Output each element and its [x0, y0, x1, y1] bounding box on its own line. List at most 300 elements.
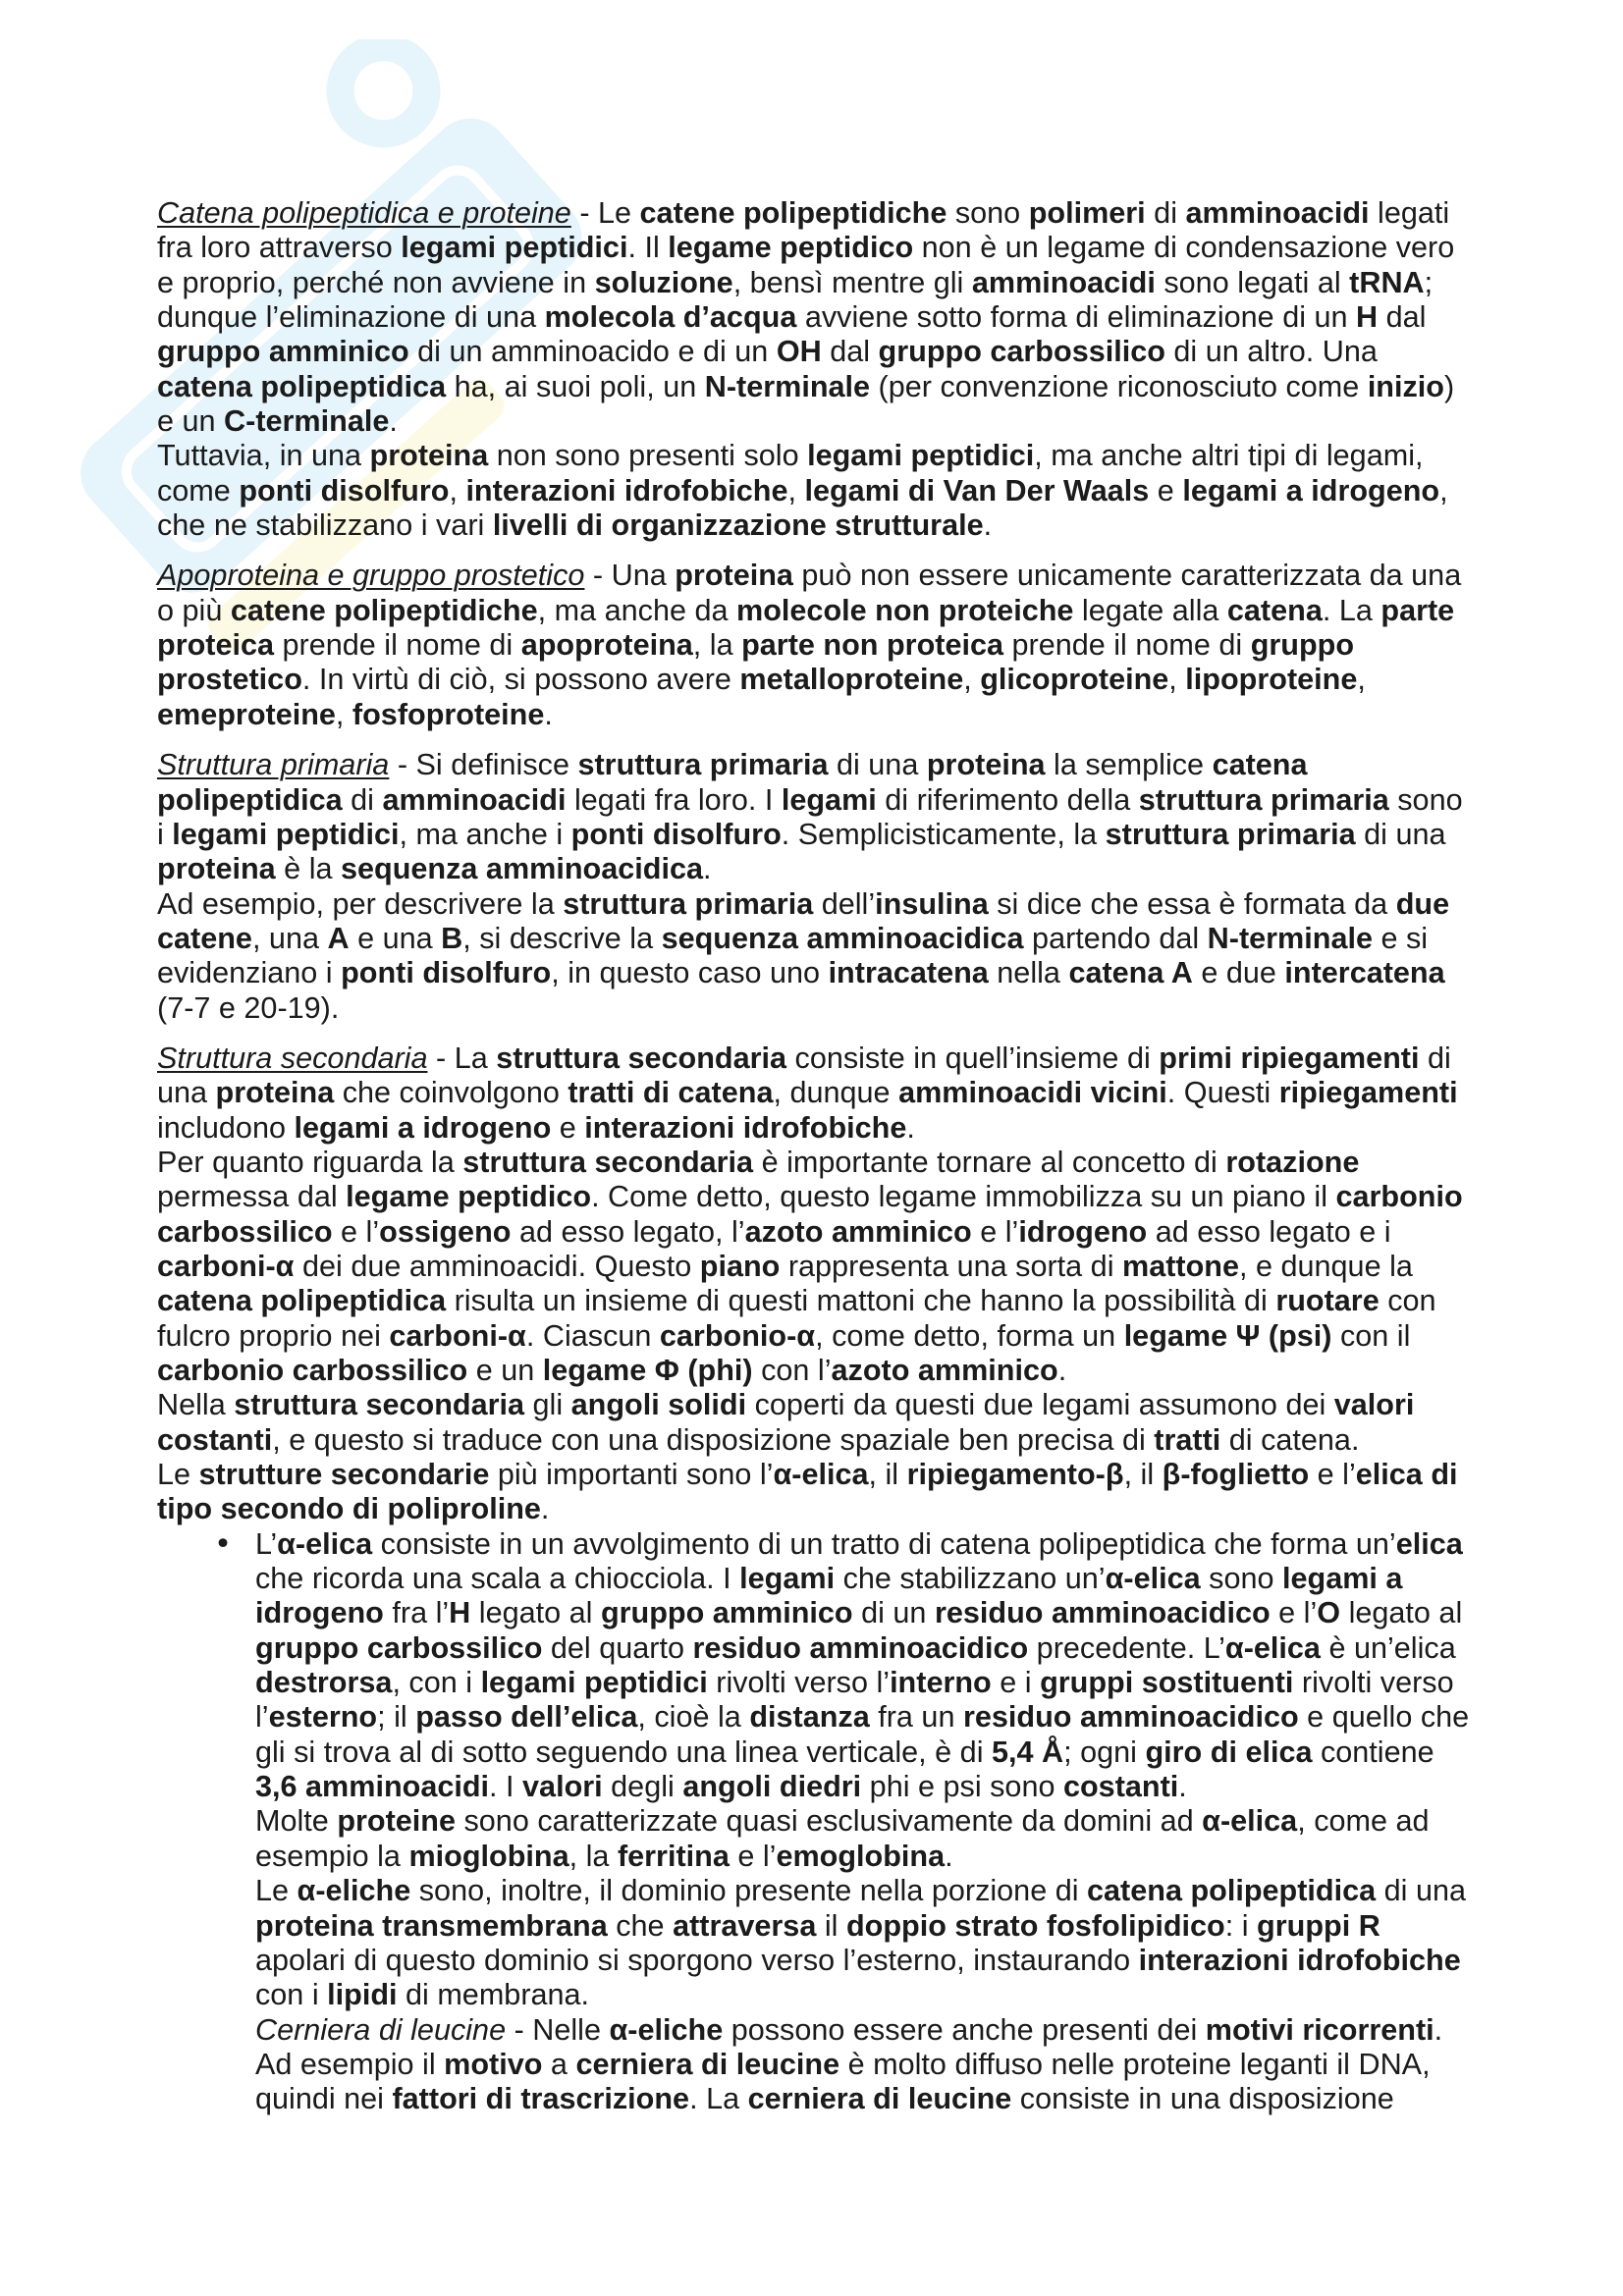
text-run: - Una	[584, 559, 676, 593]
bold-term: mioglobina	[408, 1839, 569, 1873]
bold-term: cerniera di leucine	[747, 2082, 1012, 2116]
text-run: .	[702, 852, 712, 886]
text-run: fulcro proprio nei	[157, 1318, 390, 1353]
text-run: legati fra loro. I	[566, 782, 782, 817]
bold-term: carboni-α	[157, 1249, 295, 1283]
text-line	[255, 1735, 1512, 1770]
text-run: Ad esempio il	[255, 2047, 445, 2081]
text-run: evidenziano i	[157, 956, 342, 990]
text-run: e si	[1372, 921, 1429, 955]
bold-term: piano	[699, 1249, 781, 1283]
text-line	[255, 1596, 1512, 1630]
bold-term: B	[441, 921, 463, 955]
text-run: è molto diffuso nelle proteine leganti il DNA,	[839, 2047, 1431, 2081]
text-line	[157, 1284, 1512, 1318]
text-line	[157, 1041, 1512, 1076]
bold-term: proteina	[926, 748, 1046, 782]
text-run: e l’	[971, 1214, 1019, 1249]
text-run: , la	[568, 1839, 618, 1873]
bold-term: legami	[739, 1562, 836, 1596]
text-run: contiene	[1312, 1735, 1434, 1769]
text-run: può non essere unicamente caratterizzata da una	[792, 559, 1462, 593]
bold-term: catene	[157, 921, 252, 955]
bold-term: legame Ψ (psi)	[1123, 1318, 1332, 1353]
text-run: fra loro attraverso	[157, 231, 402, 265]
bold-term: motivi ricorrenti	[1205, 2012, 1434, 2047]
text-run: e una	[349, 921, 442, 955]
text-run: e proprio, perché non avviene in	[157, 265, 595, 299]
bold-term: catena	[1212, 748, 1308, 782]
bold-term: azoto amminico	[831, 1354, 1058, 1387]
text-run: ,	[963, 663, 981, 697]
bold-term: azoto amminico	[744, 1214, 972, 1249]
bold-term: residuo amminoacidico	[962, 1700, 1299, 1735]
text-run: , la	[692, 628, 742, 663]
bold-term: OH	[776, 335, 822, 369]
text-run: sono	[1388, 782, 1463, 817]
bold-term: idrogeno	[1018, 1214, 1148, 1249]
bold-term: α-elica	[1202, 1804, 1298, 1839]
text-run: di riferimento della	[876, 782, 1139, 817]
bold-term: catena polipeptidica	[1087, 1874, 1377, 1908]
bold-term: fattori di trascrizione	[392, 2082, 690, 2116]
text-run: - Le	[570, 196, 640, 230]
text-run: precedente. L’	[1028, 1630, 1225, 1665]
text-line	[255, 1874, 1512, 1908]
bold-term: rotazione	[1225, 1145, 1360, 1179]
text-line	[255, 1909, 1512, 1944]
text-run: esempio la	[255, 1839, 409, 1873]
text-run: phi e psi sono	[861, 1770, 1063, 1804]
text-line	[255, 1770, 1512, 1804]
bold-term: parte non proteica	[741, 628, 1003, 663]
bold-term: legami a idrogeno	[294, 1110, 552, 1145]
bold-term: ruotare	[1275, 1284, 1380, 1318]
bold-term: gruppi R	[1257, 1908, 1380, 1943]
text-line	[255, 1700, 1512, 1735]
text-run: risulta un insieme di questi mattoni che hanno la possibilità di	[446, 1284, 1276, 1318]
text-line	[255, 2048, 1512, 2082]
bold-term: struttura primaria	[1138, 782, 1389, 817]
bold-term: inizio	[1367, 369, 1444, 403]
text-run: che ricorda una scala a chiocciola. I	[255, 1562, 740, 1596]
bold-term: gruppo amminico	[157, 335, 409, 369]
text-run: e	[551, 1110, 585, 1145]
bold-term: apoproteina	[520, 628, 693, 663]
text-run: che ne stabilizzano i vari	[157, 508, 493, 543]
text-run: : i	[1224, 1908, 1258, 1943]
bold-term: struttura secondaria	[462, 1145, 754, 1179]
text-run: legate alla	[1073, 593, 1227, 627]
section-heading: Catena polipeptidica e proteine	[157, 196, 571, 230]
text-line	[157, 474, 1512, 508]
bold-term: emeproteine	[157, 697, 336, 731]
bold-term: emoglobina	[776, 1839, 946, 1873]
bold-term: gruppo	[1250, 628, 1355, 663]
bold-term: legame Φ (phi)	[542, 1354, 753, 1387]
text-line	[157, 404, 1512, 439]
bold-term: proteina	[215, 1076, 335, 1110]
text-run: e un	[157, 404, 225, 439]
bold-term: valori	[1333, 1388, 1415, 1422]
text-run: avviene sotto forma di eliminazione di un	[796, 300, 1357, 335]
text-run: e	[1149, 473, 1183, 507]
text-run: è la	[275, 852, 342, 886]
bold-term: legami a	[1282, 1562, 1403, 1596]
bold-term: lipidi	[327, 1978, 398, 2012]
bold-term: residuo amminoacidico	[934, 1596, 1271, 1630]
text-line	[255, 1666, 1512, 1700]
bold-term: valori	[522, 1770, 603, 1804]
text-line	[255, 1631, 1512, 1666]
text-run: come	[157, 473, 240, 507]
text-run: dal	[1378, 300, 1427, 335]
bold-term: interazioni idrofobiche	[1138, 1943, 1461, 1977]
bold-term: ripiegamenti	[1278, 1076, 1458, 1110]
text-line	[157, 628, 1512, 663]
text-line	[255, 1840, 1512, 1874]
bold-term: motivo	[444, 2047, 543, 2081]
bold-term: polimeri	[1028, 196, 1146, 230]
bold-term: N-terminale	[1207, 921, 1373, 955]
text-line	[157, 559, 1512, 593]
bold-term: doppio strato fosfolipidico	[845, 1908, 1225, 1943]
text-run: di un	[852, 1596, 935, 1630]
text-line	[255, 1804, 1512, 1839]
text-run: Nella	[157, 1388, 235, 1422]
bold-term: sequenza amminoacidica	[341, 852, 703, 886]
bold-term: C-terminale	[224, 404, 390, 439]
section-heading: Struttura secondaria	[157, 1041, 428, 1075]
text-run: , ma anche i	[399, 817, 571, 851]
text-run: nella	[988, 956, 1069, 990]
bold-term: catena A	[1068, 956, 1193, 990]
bold-term: molecole non proteiche	[736, 593, 1074, 627]
text-line	[157, 663, 1512, 697]
text-line	[157, 1180, 1512, 1214]
bold-term: ossigeno	[379, 1214, 512, 1249]
text-run: fra un	[869, 1700, 963, 1735]
text-run: . Ciascun	[525, 1318, 660, 1353]
bold-term: proteina transmembrana	[255, 1908, 608, 1943]
text-run: o più	[157, 593, 231, 627]
bold-term: α-eliche	[297, 1874, 411, 1908]
text-line	[157, 1388, 1512, 1422]
bold-term: livelli di organizzazione strutturale	[492, 508, 984, 543]
bullet-icon: •	[214, 1526, 233, 1562]
bold-term: interazioni idrofobiche	[465, 473, 788, 507]
bold-term: struttura primaria	[563, 886, 814, 921]
bold-term: legami peptidici	[401, 231, 628, 265]
bold-term: amminoacidi vicini	[898, 1076, 1167, 1110]
text-line	[157, 887, 1512, 922]
bullet-item	[157, 1527, 1512, 2117]
text-run: ,	[1439, 473, 1448, 507]
bold-term: amminoacidi	[1185, 196, 1370, 230]
text-run: , cioè la	[637, 1700, 750, 1735]
text-run: di	[1145, 196, 1186, 230]
bold-term: α-eliche	[609, 2012, 724, 2047]
bold-term: α-elica	[1224, 1630, 1321, 1665]
text-run: Le	[157, 1458, 199, 1492]
paragraph	[157, 559, 1512, 732]
text-run: e un	[467, 1354, 543, 1387]
text-run: dal	[821, 335, 879, 369]
text-line	[157, 1319, 1512, 1354]
text-run: legato al	[470, 1596, 601, 1630]
bold-term: ferritina	[617, 1839, 730, 1873]
text-line	[255, 2082, 1512, 2116]
text-run: dei due amminoacidi. Questo	[294, 1249, 700, 1283]
bold-term: H	[449, 1596, 471, 1630]
text-run: Ad esempio, per descrivere la	[157, 886, 564, 921]
text-run: di membrana.	[397, 1978, 590, 2012]
bold-term: gruppi sostituenti	[1040, 1666, 1294, 1700]
text-line	[157, 594, 1512, 628]
text-line	[157, 922, 1512, 956]
text-run: e due	[1192, 956, 1285, 990]
text-run: ; il	[377, 1700, 416, 1735]
bold-term: elica	[1395, 1526, 1463, 1561]
text-run: più importanti sono l’	[489, 1458, 774, 1492]
text-line	[157, 370, 1512, 404]
bold-term: proteina	[675, 559, 793, 593]
text-run: .	[540, 1492, 550, 1526]
bold-term: legami a idrogeno	[1182, 473, 1440, 507]
bold-term: costanti	[1062, 1770, 1179, 1804]
bold-term: attraversa	[673, 1908, 817, 1943]
text-run: una	[157, 1076, 216, 1110]
bold-term: O	[1317, 1596, 1341, 1630]
text-run: sono	[947, 196, 1029, 230]
bold-term: angoli solidi	[570, 1388, 747, 1422]
text-run: gli	[524, 1388, 571, 1422]
text-run: Molte	[255, 1804, 338, 1839]
bold-term: proteine	[337, 1804, 456, 1839]
text-run: che coinvolgono	[334, 1076, 568, 1110]
text-run: prende il nome di	[1003, 628, 1251, 663]
text-run: , ma anche altri tipi di legami,	[1034, 439, 1424, 473]
text-line	[157, 439, 1512, 473]
text-run: di	[1419, 1041, 1451, 1075]
text-run: Le	[255, 1874, 298, 1908]
text-line	[157, 1146, 1512, 1180]
bold-term: molecola d’acqua	[544, 300, 797, 335]
text-run: , si descrive la	[462, 921, 662, 955]
bold-term: proteina	[369, 439, 489, 473]
text-line	[157, 335, 1512, 369]
text-run: ha, ai suoi poli, un	[446, 369, 705, 403]
text-line	[255, 1978, 1512, 2012]
italic-subheading: Cerniera di leucine	[255, 2012, 507, 2047]
text-run: .	[1057, 1354, 1067, 1387]
text-run: .	[544, 697, 553, 731]
bold-term: carbonio carbossilico	[157, 1354, 468, 1387]
text-run: .	[983, 508, 993, 543]
bold-term: tratti di catena	[568, 1076, 774, 1110]
bold-term: struttura primaria	[1105, 817, 1356, 851]
text-run: gli si trova al di sotto seguendo una linea verticale, è di	[255, 1735, 992, 1769]
paragraph	[157, 196, 1512, 543]
bold-term: legami	[781, 782, 877, 817]
text-run: possono essere anche presenti dei	[723, 2012, 1206, 2047]
bold-term: polipeptidica	[157, 782, 343, 817]
bold-term: legami peptidici	[172, 817, 400, 851]
bold-term: catena polipeptidica	[157, 369, 447, 403]
text-run: si dice che essa è formata da	[988, 886, 1396, 921]
bold-term: amminoacidi	[382, 782, 567, 817]
bold-term: gruppo amminico	[600, 1596, 853, 1630]
text-run: rivolti verso l’	[707, 1666, 891, 1700]
bold-term: elica di	[1355, 1458, 1458, 1492]
bold-term: 5,4 Å	[992, 1735, 1064, 1769]
text-run: consiste in un avvolgimento di un tratto di catena polipeptidica che forma un’	[372, 1526, 1396, 1561]
text-run: .	[906, 1110, 915, 1145]
text-run: , come ad	[1297, 1804, 1430, 1839]
text-run: ,	[787, 473, 805, 507]
text-line	[157, 1111, 1512, 1146]
text-run: .	[389, 404, 398, 439]
bold-term: lipoproteine	[1185, 663, 1358, 697]
text-line	[157, 1458, 1512, 1492]
text-run: ; ogni	[1063, 1735, 1146, 1769]
text-run: e l’	[729, 1839, 777, 1873]
bold-term: N-terminale	[704, 369, 871, 403]
text-run: , ma anche da	[537, 593, 737, 627]
text-line	[157, 300, 1512, 335]
text-run: permessa dal	[157, 1180, 347, 1214]
text-run: di una	[1376, 1874, 1466, 1908]
bold-term: α-elica	[277, 1526, 373, 1561]
bold-term: struttura secondaria	[496, 1041, 787, 1075]
text-run: .	[1178, 1770, 1187, 1804]
bold-term: strutture secondarie	[198, 1458, 490, 1492]
text-run: , il	[868, 1458, 907, 1492]
section-heading: Apoproteina e gruppo prostetico	[157, 559, 585, 593]
text-run: sono legati al	[1155, 265, 1350, 299]
text-run: e l’	[1270, 1596, 1318, 1630]
text-run: . Come detto, questo legame immobilizza su un piano il	[591, 1180, 1336, 1214]
section-heading: Struttura primaria	[157, 748, 390, 782]
text-line	[157, 1250, 1512, 1284]
bold-term: intercatena	[1284, 956, 1445, 990]
text-run: degli	[602, 1770, 683, 1804]
text-run: . La	[689, 2082, 748, 2116]
text-run: ,	[335, 697, 352, 731]
text-run: , il	[1123, 1458, 1163, 1492]
bold-term: catene polipeptidiche	[230, 593, 538, 627]
text-run: - Si definisce	[389, 748, 578, 782]
text-run: , in questo caso uno	[551, 956, 829, 990]
text-run: che	[607, 1908, 674, 1943]
text-run: Tuttavia, in una	[157, 439, 370, 473]
text-run: .	[1434, 2012, 1443, 2047]
text-line	[157, 196, 1512, 231]
text-line	[157, 1492, 1512, 1526]
paragraph	[157, 748, 1512, 1026]
text-line	[255, 1944, 1512, 1978]
text-run: apolari di questo dominio si sporgono verso l’esterno, instaurando	[255, 1943, 1139, 1977]
bold-term: residuo amminoacidico	[692, 1630, 1029, 1665]
text-run: di	[342, 782, 383, 817]
bold-term: prostetico	[157, 663, 302, 697]
bold-term: proteica	[157, 628, 275, 663]
bold-term: carbonio-α	[659, 1318, 816, 1353]
bold-term: catene polipeptidiche	[639, 196, 947, 230]
text-run: )	[1444, 369, 1455, 403]
text-run: , dunque	[773, 1076, 899, 1110]
bold-term: primi ripiegamenti	[1159, 1041, 1420, 1075]
text-run: , e dunque la	[1238, 1249, 1413, 1283]
text-line	[157, 956, 1512, 990]
bold-term: giro di elica	[1145, 1735, 1313, 1769]
bold-term: ponti disolfuro	[570, 817, 782, 851]
text-run: ad esso legato e i	[1147, 1214, 1391, 1249]
text-run: ;	[1424, 265, 1434, 299]
bold-term: A	[327, 921, 350, 955]
bold-term: interazioni idrofobiche	[584, 1110, 907, 1145]
text-run: la semplice	[1045, 748, 1213, 782]
bold-term: struttura primaria	[577, 748, 829, 782]
bold-term: distanza	[749, 1700, 870, 1735]
text-run: , come detto, forma un	[815, 1318, 1124, 1353]
text-run: con l’	[752, 1354, 832, 1387]
bold-term: ponti disolfuro	[341, 956, 552, 990]
bold-term: 3,6 amminoacidi	[255, 1770, 490, 1804]
bold-term: sequenza amminoacidica	[661, 921, 1024, 955]
text-run: a	[542, 2047, 576, 2081]
text-run: quindi nei	[255, 2082, 393, 2116]
bold-term: proteina	[157, 852, 276, 886]
bold-term: α-elica	[1105, 1562, 1201, 1596]
bold-term: due	[1395, 886, 1450, 921]
text-run: consiste in una disposizione	[1011, 2082, 1394, 2116]
text-line	[157, 1354, 1512, 1388]
text-run: ,	[449, 473, 466, 507]
bold-term: catena polipeptidica	[157, 1284, 447, 1318]
text-run: l’	[255, 1700, 269, 1735]
bold-term: legame peptidico	[346, 1180, 592, 1214]
bold-term: destrorsa	[255, 1666, 393, 1700]
text-run: legati	[1369, 196, 1450, 230]
text-run: e l’	[332, 1214, 380, 1249]
bold-term: passo dell’elica	[415, 1700, 638, 1735]
bold-term: struttura secondaria	[234, 1388, 525, 1422]
bold-term: legami peptidici	[807, 439, 1035, 473]
bold-term: esterno	[268, 1700, 378, 1735]
bold-term: ripiegamento-β	[906, 1458, 1124, 1492]
text-run: rivolti verso	[1293, 1666, 1454, 1700]
text-run: non è un legame di condensazione vero	[913, 231, 1455, 265]
text-run: del quarto	[542, 1630, 693, 1665]
bold-term: tipo secondo di poliproline	[157, 1492, 541, 1526]
text-line	[157, 818, 1512, 852]
text-run: e quello che	[1298, 1700, 1470, 1735]
text-run: di una	[1355, 817, 1446, 851]
bold-term: tratti	[1154, 1422, 1221, 1457]
bold-term: insulina	[875, 886, 989, 921]
bold-term: soluzione	[594, 265, 733, 299]
text-run: ,	[1357, 663, 1366, 697]
text-run: con i	[255, 1978, 328, 2012]
text-line	[157, 698, 1512, 732]
text-run: dunque l’eliminazione di una	[157, 300, 545, 335]
text-run: con	[1379, 1284, 1436, 1318]
text-run: il	[816, 1908, 846, 1943]
bold-term: catena	[1226, 593, 1323, 627]
text-line	[157, 508, 1512, 543]
bold-term: interno	[890, 1666, 992, 1700]
